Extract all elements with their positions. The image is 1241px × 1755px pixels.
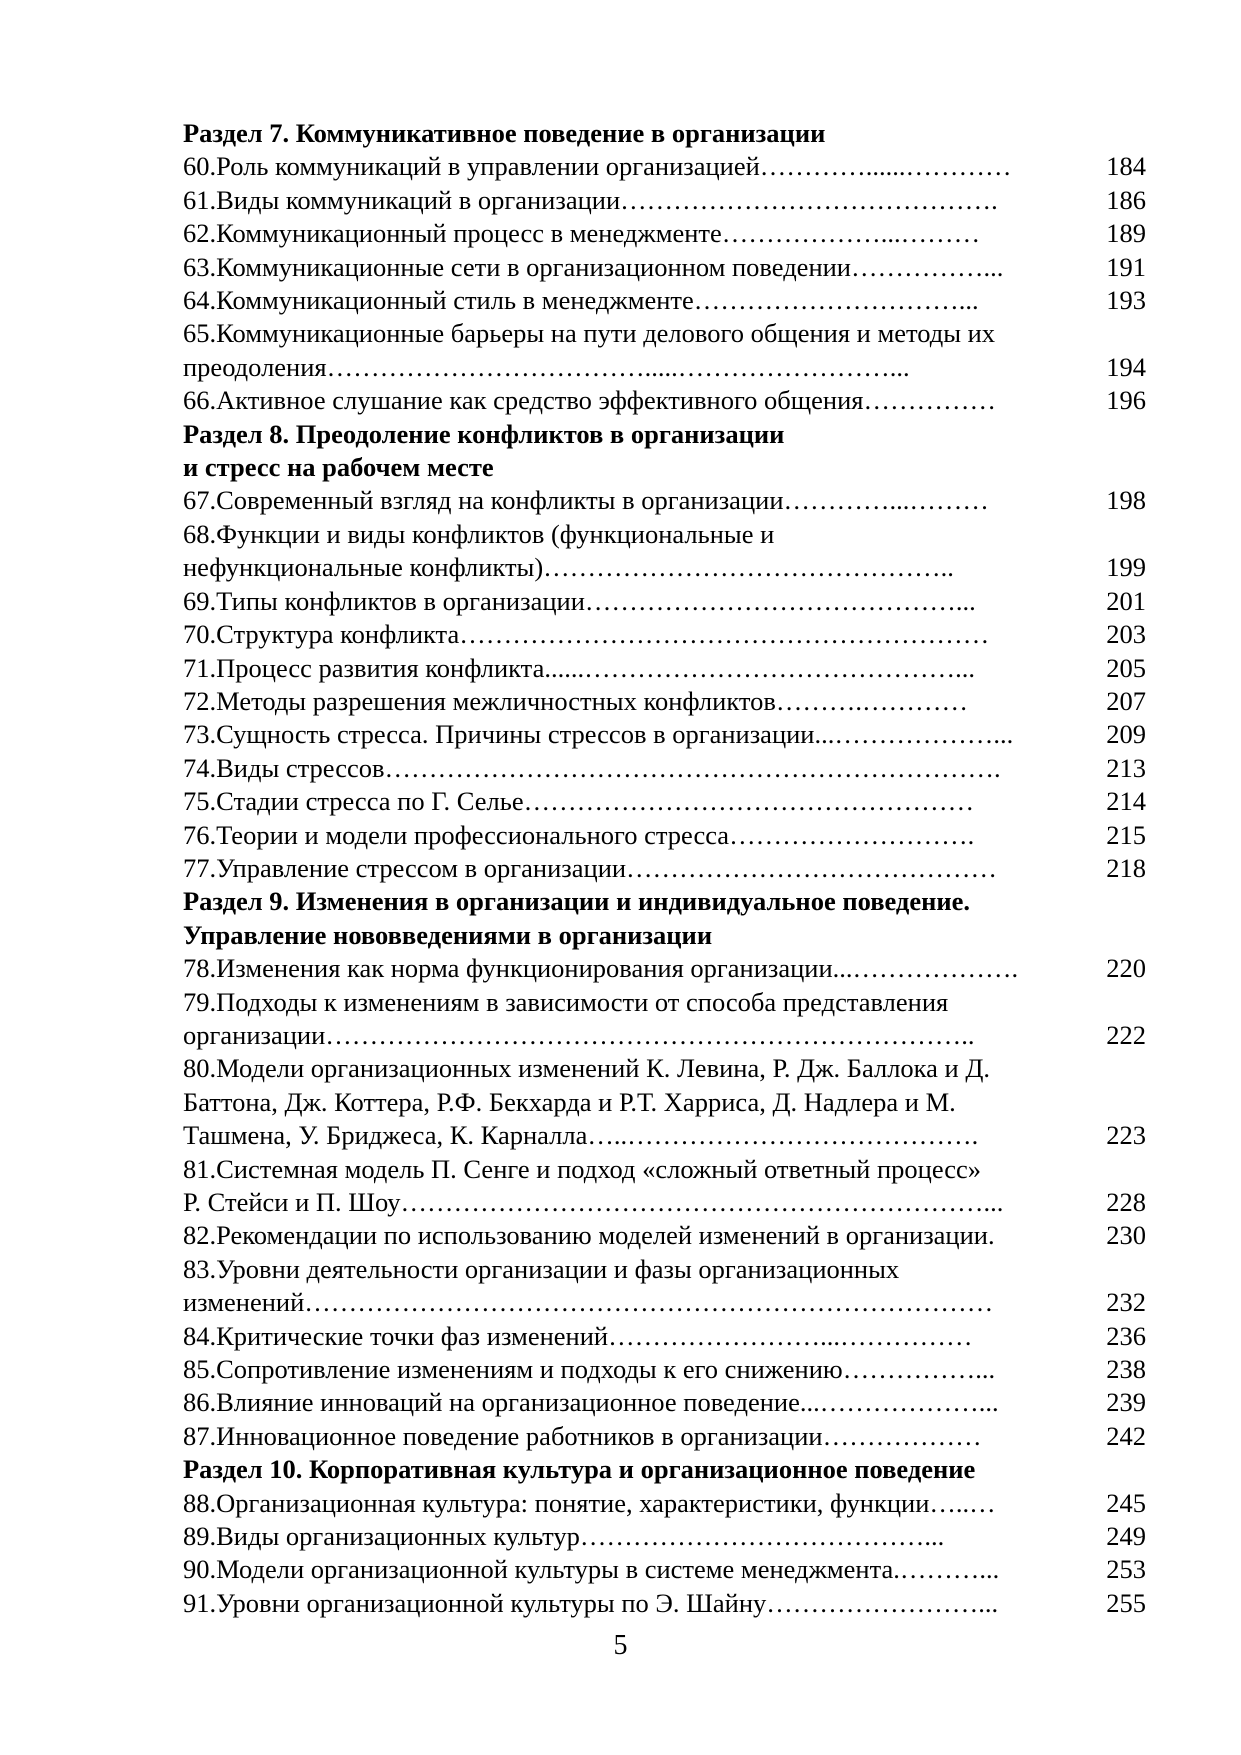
toc-entry-title <box>183 1420 1084 1453</box>
toc-entry-line: 77.Управление стрессом в организации…………………………………… <box>183 852 998 883</box>
toc-entry-title <box>183 752 1084 785</box>
toc-entry-line: 76.Теории и модели профессионального стресса………………………. <box>183 819 975 850</box>
toc-page-number: 193 <box>1106 285 1146 316</box>
section-heading-line: Раздел 8. Преодоление конфликтов в организации <box>183 418 785 449</box>
toc-entry[interactable] <box>183 752 1146 785</box>
toc-entry[interactable] <box>183 852 1146 885</box>
toc-entry-title <box>183 852 1084 885</box>
toc-entry[interactable] <box>183 1253 1146 1320</box>
toc-page-number: 186 <box>1106 184 1146 215</box>
toc-page-number: 184 <box>1106 151 1146 182</box>
toc-entry-title <box>183 652 1084 685</box>
toc-entry-line: 69.Типы конфликтов в организации……………………………………... <box>183 585 976 616</box>
toc-entry-title <box>183 384 1084 417</box>
toc-entry[interactable] <box>183 986 1146 1053</box>
toc-entry-title <box>183 184 1084 217</box>
toc-entry-line: 91.Уровни организационной культуры по Э. Шайну……………………... <box>183 1587 999 1618</box>
toc-entry-line: преодоления……………………………….....……………………... <box>183 351 910 382</box>
toc-entry[interactable] <box>183 718 1146 751</box>
toc-page-number: 220 <box>1106 953 1146 984</box>
toc-page-number: 213 <box>1106 752 1146 783</box>
toc-entry-title <box>183 952 1084 985</box>
toc-entry-title <box>183 217 1084 250</box>
toc-entry-title <box>183 585 1084 618</box>
toc-page-number: 238 <box>1106 1354 1146 1385</box>
toc-page-number: 194 <box>1106 351 1146 382</box>
toc-entry-line: 68.Функции и виды конфликтов (функциональные и <box>183 518 775 549</box>
toc-entry-line: 80.Модели организационных изменений К. Левина, Р. Дж. Баллока и Д. <box>183 1053 991 1084</box>
toc-entry-title <box>183 1386 1084 1419</box>
toc-entry-title <box>183 317 1084 384</box>
toc-page-number: 230 <box>1106 1220 1146 1251</box>
toc-entry-title <box>183 785 1084 818</box>
toc-entry[interactable] <box>183 1219 1146 1252</box>
toc-entry-title <box>183 1553 1084 1586</box>
toc-entry[interactable] <box>183 1420 1146 1453</box>
toc-page-number: 209 <box>1106 719 1146 750</box>
section-heading <box>183 117 1146 150</box>
toc-page-number: 255 <box>1106 1587 1146 1618</box>
toc-entry-line: 84.Критические точки фаз изменений……………………...…………… <box>183 1320 973 1351</box>
toc-entry[interactable] <box>183 1553 1146 1586</box>
toc-entry[interactable] <box>183 585 1146 618</box>
toc-page-number: 253 <box>1106 1554 1146 1585</box>
toc-entry[interactable] <box>183 317 1146 384</box>
section-heading-line: и стресс на рабочем месте <box>183 452 494 483</box>
toc-entry[interactable] <box>183 1153 1146 1220</box>
toc-entry-title <box>183 986 1084 1053</box>
toc-entry-line: 70.Структура конфликта…………………………………………………… <box>183 619 990 650</box>
toc-entry-line: Р. Стейси и П. Шоу…………………………………………………………... <box>183 1187 1004 1217</box>
toc-entry-line: 83.Уровни деятельности организации и фазы организационных <box>183 1253 900 1284</box>
toc-entry-title <box>183 1253 1084 1320</box>
toc-page-number: 232 <box>1106 1287 1146 1318</box>
toc-entry[interactable] <box>183 685 1146 718</box>
toc-page-number: 196 <box>1106 385 1146 416</box>
toc-entry[interactable] <box>183 618 1146 651</box>
toc-page-number: 242 <box>1106 1420 1146 1451</box>
section-heading-line: Управление нововведениями в организации <box>183 919 713 950</box>
toc-entry-line: 75.Стадии стресса по Г. Селье…………………………………………… <box>183 786 975 817</box>
toc-entry[interactable] <box>183 184 1146 217</box>
toc-entry[interactable] <box>183 952 1146 985</box>
toc-entry-line: 81.Системная модель П. Сенге и подход «сложный ответный процесс» <box>183 1153 982 1184</box>
table-of-contents <box>183 117 1146 1620</box>
page-number: 5 <box>613 1630 628 1661</box>
toc-entry[interactable] <box>183 1386 1146 1419</box>
toc-page-number: 218 <box>1106 852 1146 883</box>
toc-entry-line: Ташмена, У. Бриджеса, К. Карналла…..…………………………………. <box>183 1120 979 1151</box>
toc-entry[interactable] <box>183 1487 1146 1520</box>
toc-entry[interactable] <box>183 652 1146 685</box>
toc-entry[interactable] <box>183 384 1146 417</box>
toc-entry-title <box>183 284 1084 317</box>
toc-entry-line: 64.Коммуникационный стиль в менеджменте…………………………... <box>183 285 979 316</box>
toc-entry-line: 90.Модели организационной культуры в системе менеджмента.………... <box>183 1554 1000 1585</box>
toc-entry-title <box>183 1052 1084 1152</box>
toc-entry-title <box>183 618 1084 651</box>
toc-page-number: 205 <box>1106 652 1146 683</box>
toc-entry-title <box>183 1520 1084 1553</box>
toc-entry-line: 79.Подходы к изменениям в зависимости от способа представления <box>183 986 949 1017</box>
toc-entry[interactable] <box>183 1320 1146 1353</box>
toc-entry-line: Баттона, Дж. Коттера, Р.Ф. Бекхарда и Р.Т. Харриса, Д. Надлера и М. <box>183 1086 956 1117</box>
toc-entry-title <box>183 484 1084 517</box>
toc-entry[interactable] <box>183 1520 1146 1553</box>
toc-entry-line: 61.Виды коммуникаций в организации……………………………………. <box>183 184 998 215</box>
toc-entry-line: 71.Процесс развития конфликта......……………………………………... <box>183 652 975 683</box>
toc-page-number: 191 <box>1106 251 1146 282</box>
toc-page-number: 245 <box>1106 1487 1146 1518</box>
toc-entry[interactable] <box>183 1052 1146 1152</box>
section-heading-line: Раздел 10. Корпоративная культура и организационное поведение <box>183 1454 976 1485</box>
toc-entry-line: 63.Коммуникационные сети в организационном поведении……………... <box>183 251 1004 282</box>
toc-entry-line: 86.Влияние инноваций на организационное поведение...………………... <box>183 1387 999 1418</box>
toc-entry-line: 62.Коммуникационный процесс в менеджменте………………...……… <box>183 218 981 249</box>
toc-entry-line: 67.Современный взгляд на конфликты в организации…………...……… <box>183 485 989 516</box>
toc-entry-line: 60.Роль коммуникаций в управлении организацией…………......………… <box>183 151 1012 182</box>
toc-page-number: 228 <box>1106 1187 1146 1217</box>
toc-entry[interactable] <box>183 785 1146 818</box>
section-heading <box>183 1453 1146 1486</box>
toc-page-number: 189 <box>1106 218 1146 249</box>
section-heading-line: Раздел 9. Изменения в организации и индивидуальное поведение. <box>183 886 971 917</box>
toc-entry-line: 87.Инновационное поведение работников в организации……………… <box>183 1420 982 1451</box>
toc-page-number: 203 <box>1106 619 1146 650</box>
toc-page-number: 198 <box>1106 485 1146 516</box>
toc-entry-title <box>183 1487 1084 1520</box>
toc-entry[interactable] <box>183 1587 1146 1620</box>
toc-entry-line: 73.Сущность стресса. Причины стрессов в организации...………………... <box>183 719 1014 750</box>
toc-entry[interactable] <box>183 251 1146 284</box>
toc-entry-line: 72.Методы разрешения межличностных конфликтов……….………… <box>183 685 968 716</box>
toc-entry[interactable] <box>183 150 1146 183</box>
toc-page-number: 236 <box>1106 1320 1146 1351</box>
toc-entry-title <box>183 1320 1084 1353</box>
toc-page-number: 199 <box>1106 552 1146 583</box>
toc-entry-line: 74.Виды стрессов……………………………………………………………. <box>183 752 1001 783</box>
toc-page-number: 239 <box>1106 1387 1146 1418</box>
toc-entry[interactable] <box>183 284 1146 317</box>
toc-entry-line: 89.Виды организационных культур…………………………………... <box>183 1521 945 1552</box>
toc-entry-title <box>183 1587 1084 1620</box>
toc-entry-title <box>183 150 1084 183</box>
toc-page-number: 249 <box>1106 1521 1146 1552</box>
toc-entry-title <box>183 1353 1084 1386</box>
toc-entry[interactable] <box>183 1353 1146 1386</box>
toc-entry-title <box>183 1219 1084 1252</box>
toc-entry-line: 88.Организационная культура: понятие, характеристики, функции…..… <box>183 1487 996 1518</box>
section-heading-line: Раздел 7. Коммуникативное поведение в организации <box>183 118 826 148</box>
toc-entry[interactable] <box>183 484 1146 517</box>
toc-entry[interactable] <box>183 217 1146 250</box>
toc-entry-line: 82.Рекомендации по использованию моделей изменений в организации. <box>183 1220 995 1251</box>
toc-entry-line: организации……………………………………………………………….. <box>183 1019 975 1050</box>
toc-page-number: 223 <box>1106 1120 1146 1151</box>
toc-entry-line: 66.Активное слушание как средство эффективного общения…………… <box>183 385 996 416</box>
section-heading <box>183 885 1146 952</box>
toc-entry-title <box>183 518 1084 585</box>
toc-page-number: 201 <box>1106 585 1146 616</box>
section-heading <box>183 418 1146 485</box>
toc-page-number: 214 <box>1106 786 1146 817</box>
toc-entry-title <box>183 718 1084 751</box>
toc-entry-title <box>183 1153 1084 1220</box>
toc-entry-line: изменений…………………………………………………………………… <box>183 1287 994 1318</box>
toc-page-number: 207 <box>1106 685 1146 716</box>
toc-page-number: 215 <box>1106 819 1146 850</box>
toc-entry[interactable] <box>183 819 1146 852</box>
toc-entry-line: 65.Коммуникационные барьеры на пути делового общения и методы их <box>183 318 996 349</box>
toc-entry-line: 85.Сопротивление изменениям и подходы к его снижению……………... <box>183 1354 996 1385</box>
toc-entry-title <box>183 251 1084 284</box>
toc-entry[interactable] <box>183 518 1146 585</box>
toc-page-number: 222 <box>1106 1019 1146 1050</box>
toc-entry-title <box>183 819 1084 852</box>
toc-entry-line: нефункциональные конфликты)……………………………………….. <box>183 552 954 583</box>
toc-entry-line: 78.Изменения как норма функционирования организации...………………. <box>183 953 1019 984</box>
toc-entry-title <box>183 685 1084 718</box>
